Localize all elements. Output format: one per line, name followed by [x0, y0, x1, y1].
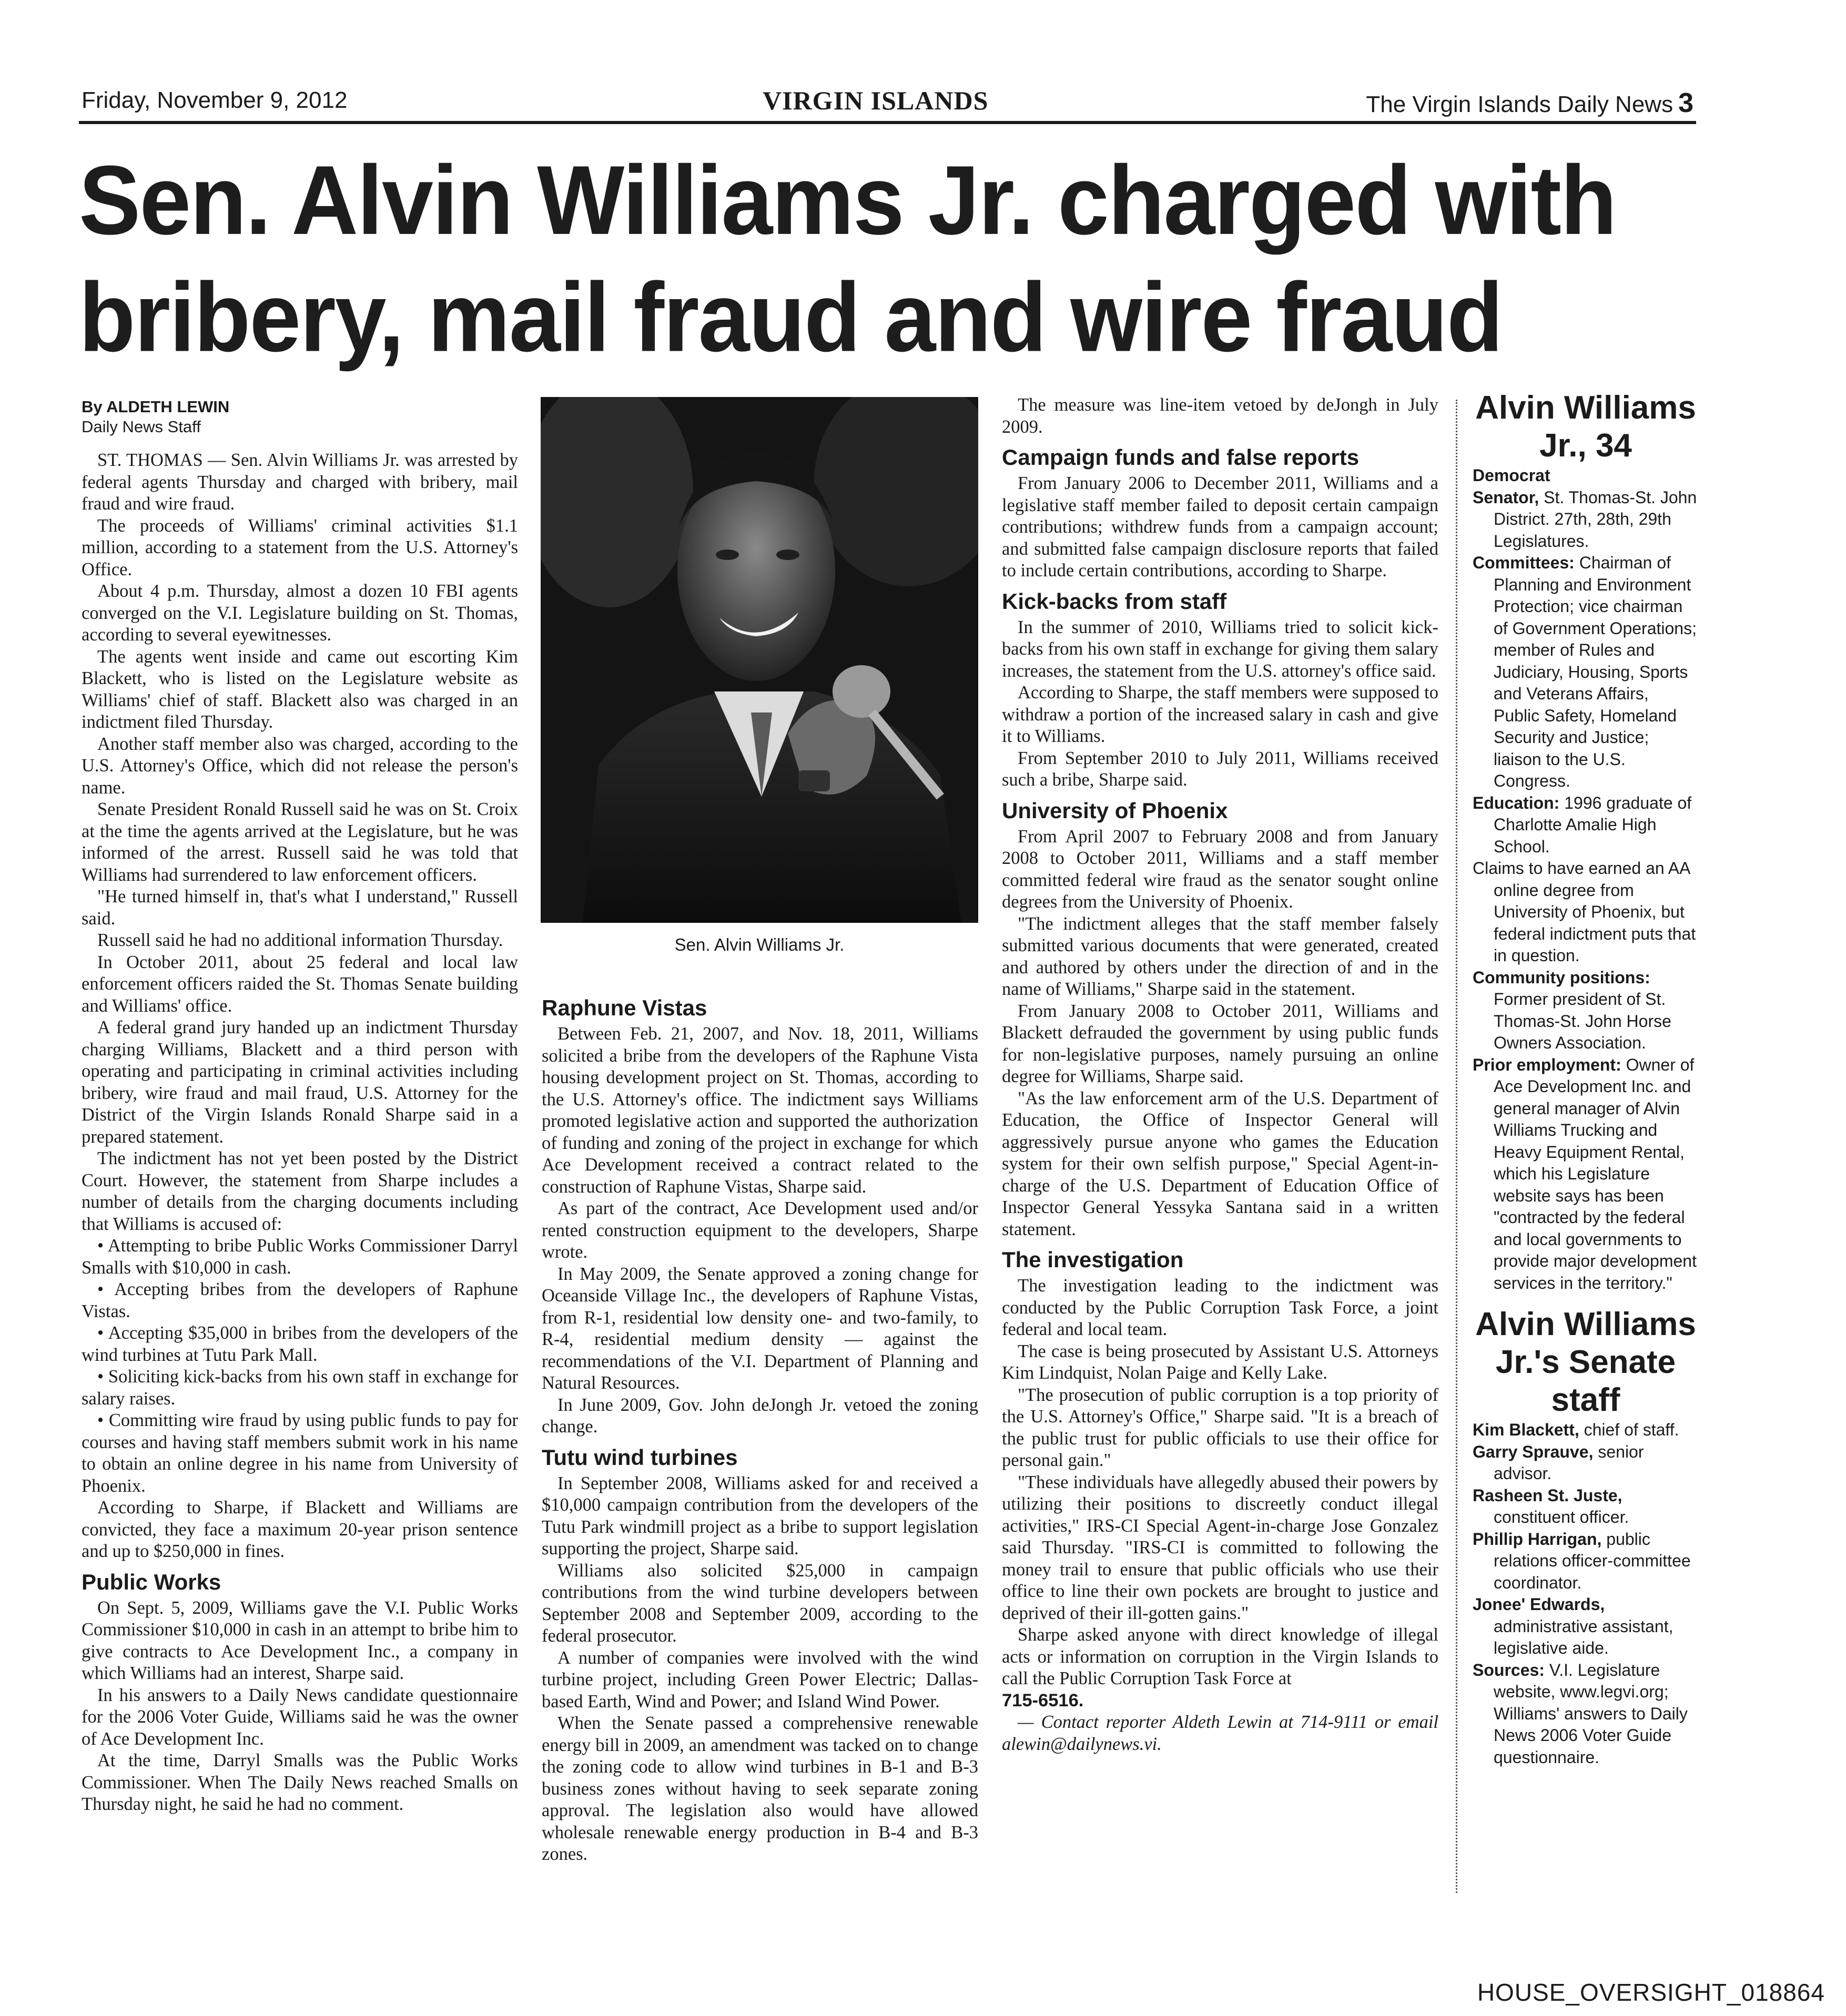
- paragraph: On Sept. 5, 2009, Williams gave the V.I. Public Works Commissioner $10,000 in cash in an attempt to bribe him to give contracts to Ace Development Inc., a company in which Williams had an interest, Sharpe said.: [82, 1597, 518, 1683]
- byline: [82, 397, 518, 437]
- section-heading: University of Phoenix: [1002, 798, 1228, 823]
- paragraph: According to Sharpe, if Blackett and Williams are convicted, they face a maximum 20-year prison sentence and up to $250,000 in fines.: [82, 1498, 518, 1561]
- entry-text: senior advisor.: [1494, 1442, 1644, 1483]
- entry-text: Claims to have earned an AA online degree from University of Phoenix, but federal indictment puts that in question.: [1473, 859, 1696, 965]
- paragraph: Senate President Ronald Russell said he was on St. Croix at the time the agents arrived at the Legislature, but he was informed of the arrest. Russell said he was told that Williams had surrendered to law enforcement officers.: [82, 799, 518, 885]
- paragraph: Another staff member also was charged, according to the U.S. Attorney's Office, which did not release the person's name.: [82, 734, 518, 798]
- section-heading: Campaign funds and false reports: [1002, 445, 1360, 470]
- entry-label: Education:: [1473, 793, 1560, 812]
- charge-bullet: • Committing wire fraud by using public funds to pay for courses and having staff members submit work in his name to obtain an online degree in his name from University of Phoenix.: [82, 1410, 518, 1496]
- paragraph: "He turned himself in, that's what I understand," Russell said.: [82, 887, 518, 929]
- paragraph: "The prosecution of public corruption is a top priority of the U.S. Attorney's Office," Sharpe said. "It is a breach of the public trust for public officials to use their office for personal gain.": [1002, 1384, 1438, 1470]
- senator-photo: [541, 397, 978, 923]
- paragraph: "These individuals have allegedly abused their powers by utilizing their positions to discreetly conduct illegal activities," IRS-CI Special Agent-in-charge Jose Gonzalez said Thursday. "IRS-CI is committed to following the money trail to ensure that public officials who use their office to line their own pockets are brought to justice and deprived of their ill-gotten gains.": [1002, 1472, 1438, 1623]
- party-label: Democrat: [1473, 466, 1550, 485]
- byline-role: Daily News Staff: [82, 418, 201, 436]
- article-column-2: [542, 989, 978, 1866]
- section-heading: Raphune Vistas: [542, 995, 707, 1020]
- section-heading: Public Works: [82, 1569, 221, 1594]
- header-divider: [79, 121, 1696, 124]
- paragraph: "As the law enforcement arm of the U.S. Department of Education, the Office of Inspector General will aggressively pursue anyone who games the Education system for their own selfish purpose," Special Agent-in-charge of the U.S. Department of Education Office of Inspector General Yessyka Santana said in a written statement.: [1002, 1088, 1438, 1239]
- entry-label: Rasheen St. Juste,: [1473, 1485, 1622, 1505]
- byline-author: By ALDETH LEWIN: [82, 398, 230, 416]
- entry-text: Owner of Ace Development Inc. and general manager of Alvin Williams Trucking and Heavy Equipment Rental, which his Legislature website says has been "contracted by the federal and local governments to provide major development services in the territory.": [1494, 1055, 1697, 1292]
- paragraph: A federal grand jury handed up an indictment Thursday charging Williams, Blackett and a third person with operating and participating in criminal activities including bribery, wire fraud and mail fraud, U.S. Attorney for the District of the Virgin Islands Ronald Sharpe said in a prepared statement.: [82, 1017, 518, 1147]
- headline: Sen. Alvin Williams Jr. charged with bribery, mail fraud and wire fraud: [79, 146, 1616, 372]
- paragraph: From September 2010 to July 2011, Williams received such a bribe, Sharpe said.: [1002, 748, 1438, 790]
- paragraph: From January 2008 to October 2011, Williams and Blackett defrauded the government by using public funds for non-legislative purposes, namely pursuing an online degree for Williams, Sharpe said.: [1002, 1001, 1438, 1086]
- staff-entry: [1473, 1485, 1699, 1529]
- paragraph: In his answers to a Daily News candidate questionnaire for the 2006 Voter Guide, Williams said he was the owner of Ace Development Inc.: [82, 1685, 518, 1749]
- paragraph: "The indictment alleges that the staff member falsely submitted various documents that were generated, created and authored by others under the direction of and in the name of Williams," Sharpe said in the statement.: [1002, 913, 1438, 999]
- entry-label: Senator,: [1473, 487, 1539, 507]
- paragraph: Between Feb. 21, 2007, and Nov. 18, 2011, Williams solicited a bribe from the developers of the Raphune Vista housing development project on St. Thomas, according to the U.S. Attorney's office. The indictment says Williams promoted legislative action and supported the authorization of funding and zoning of the project in exchange for which Ace Development received a contract related to the construction of Raphune Vistas, Sharpe said.: [542, 1024, 978, 1197]
- profile-entry: [1473, 1054, 1699, 1295]
- paragraph: The indictment has not yet been posted by the District Court. However, the statement from Sharpe includes a number of details from the charging documents including that Williams is accused of:: [82, 1148, 518, 1234]
- document-id-stamp: HOUSE_OVERSIGHT_018864: [1477, 1979, 1825, 2006]
- paragraph: ST. THOMAS — Sen. Alvin Williams Jr. was arrested by federal agents Thursday and charged with bribery, mail fraud and wire fraud.: [82, 450, 518, 514]
- charge-bullet: • Accepting $35,000 in bribes from the developers of the wind turbines at Tutu Park Mall.: [82, 1323, 518, 1365]
- profile-entry: [1473, 858, 1699, 967]
- sidebar-divider: [1456, 400, 1457, 1893]
- profile-sidebar: [1473, 389, 1699, 1768]
- entry-label: Community positions:: [1473, 968, 1650, 987]
- paragraph: Sharpe asked anyone with direct knowledge of illegal acts or information on corruption in the Virgin Islands to call the Public Corruption Task Force at: [1002, 1625, 1438, 1688]
- paragraph: From January 2006 to December 2011, Williams and a legislative staff member failed to deposit certain campaign contributions; withdrew funds from a campaign account; and submitted false campaign disclosure reports that failed to include certain contributions, according to Sharpe.: [1002, 473, 1438, 581]
- charge-bullet: • Accepting bribes from the developers of Raphune Vistas.: [82, 1279, 518, 1321]
- entry-text: chief of staff.: [1579, 1420, 1679, 1439]
- paragraph: In October 2011, about 25 federal and local law enforcement officers raided the St. Thomas Senate building and Williams' office.: [82, 952, 518, 1016]
- charge-bullet: • Attempting to bribe Public Works Commissioner Darryl Smalls with $10,000 in cash.: [82, 1236, 518, 1278]
- paragraph: According to Sharpe, the staff members were supposed to withdraw a portion of the increased salary in cash and give it to Williams.: [1002, 683, 1438, 746]
- entry-label: Committees:: [1473, 553, 1575, 572]
- paragraph: From April 2007 to February 2008 and from January 2008 to October 2011, Williams and a staff member committed federal wire fraud as the senator sought online degrees from the University of Phoenix.: [1002, 826, 1438, 912]
- paragraph: A number of companies were involved with the wind turbine project, including Green Power Electric; Dallas-based Earth, Wind and Power; and Island Wind Power.: [542, 1647, 978, 1712]
- charge-bullet: • Soliciting kick-backs from his own staff in exchange for salary raises.: [82, 1367, 518, 1409]
- profile-title: Alvin Williams Jr., 34: [1475, 390, 1696, 464]
- entry-label: Prior employment:: [1473, 1055, 1621, 1074]
- entry-text: St. Thomas-St. John District. 27th, 28th, 29th Legislatures.: [1494, 487, 1697, 551]
- entry-text: administrative assistant, legislative aide.: [1494, 1616, 1673, 1657]
- paragraph: The measure was line-item vetoed by deJongh in July 2009.: [1002, 395, 1438, 437]
- entry-text: Former president of St. Thomas-St. John Horse Owners Association.: [1494, 990, 1671, 1052]
- paragraph: Russell said he had no additional information Thursday.: [97, 930, 503, 950]
- staff-entry: [1473, 1529, 1699, 1594]
- staff-entry: [1473, 1419, 1699, 1441]
- reporter-contact: — Contact reporter Aldeth Lewin at 714-9111 or email alewin@dailynews.vi.: [1002, 1712, 1438, 1754]
- entry-text: 1996 graduate of Charlotte Amalie High School.: [1494, 793, 1692, 856]
- paragraph: In September 2008, Williams asked for and received a $10,000 campaign contribution from the developers of the Tutu Park windmill project as a bribe to support legislation supporting the project, Sharpe said.: [542, 1473, 978, 1559]
- staff-entry: [1473, 1441, 1699, 1485]
- paragraph: In the summer of 2010, Williams tried to solicit kick-backs from his own staff in exchange for giving them salary increases, the statement from the U.S. attorney's office said.: [1002, 617, 1438, 681]
- photo-caption: Sen. Alvin Williams Jr.: [674, 935, 845, 954]
- phone-number: 715-6516.: [1002, 1690, 1084, 1710]
- section-name: VIRGIN ISLANDS: [763, 86, 989, 115]
- profile-entry: [1473, 552, 1699, 792]
- paragraph: In May 2009, the Senate approved a zoning change for Oceanside Village Inc., the developers of Raphune Vistas, from R-1, residential low density one- and two-family, to R-4, residential medium density — against the recommendations of the V.I. Department of Planning and Natural Resources.: [542, 1264, 978, 1393]
- section-heading: Kick-backs from staff: [1002, 588, 1227, 614]
- paragraph: The case is being prosecuted by Assistant U.S. Attorneys Kim Lindquist, Nolan Paige and Kelly Lake.: [1002, 1341, 1438, 1383]
- staff-title: Alvin Williams Jr.'s Senate staff: [1475, 1306, 1696, 1418]
- entry-label: Jonee' Edwards,: [1473, 1595, 1605, 1614]
- profile-entry: [1473, 967, 1699, 1054]
- portrait-illustration: [541, 397, 978, 923]
- paragraph: When the Senate passed a comprehensive renewable energy bill in 2009, an amendment was tacked on to change the zoning code to allow wind turbines in B-1 and B-3 business zones without having to seek separate zoning approval. The legislation also would have allowed wholesale renewable energy production in B-4 and B-3 zones.: [542, 1713, 978, 1864]
- paragraph: The investigation leading to the indictment was conducted by the Public Corruption Task Force, a joint federal and local team.: [1002, 1276, 1438, 1339]
- paper-title: The Virgin Islands Daily News: [1366, 91, 1673, 117]
- section-heading: Tutu wind turbines: [542, 1444, 738, 1470]
- issue-date: Friday, November 9, 2012: [82, 87, 348, 113]
- article-column-1: [82, 397, 518, 1816]
- paragraph: Williams also solicited $25,000 in campaign contributions from the wind turbine developers between September 2008 and September 2009, according to the federal prosecutor.: [542, 1560, 978, 1646]
- section-heading: The investigation: [1002, 1247, 1184, 1272]
- entry-label: Kim Blackett,: [1473, 1420, 1579, 1439]
- paragraph: The proceeds of Williams' criminal activities $1.1 million, according to a statement from the U.S. Attorney's Office.: [82, 515, 518, 579]
- sources-entry: [1473, 1659, 1699, 1769]
- entry-text: Chairman of Planning and Environment Protection; vice chairman of Government Operations; member of Rules and Judiciary, Housing, Sports and Veterans Affairs, Public Safety, Homeland Security and Justice; liaison to the U.S. Congress.: [1494, 553, 1697, 790]
- paragraph: As part of the contract, Ace Development used and/or rented construction equipment to the developers, Sharpe wrote.: [542, 1198, 978, 1262]
- profile-entry: [1473, 792, 1699, 858]
- staff-entry: [1473, 1594, 1699, 1659]
- paper-name: [1366, 87, 1693, 119]
- profile-entry: [1473, 487, 1699, 553]
- paragraph: At the time, Darryl Smalls was the Public Works Commissioner. When The Daily News reached Smalls on Thursday night, he said he had no comment.: [82, 1750, 518, 1814]
- entry-text: constituent officer.: [1494, 1508, 1629, 1526]
- paragraph: About 4 p.m. Thursday, almost a dozen 10 FBI agents converged on the V.I. Legislature building on St. Thomas, according to several eyewitnesses.: [82, 581, 518, 645]
- paragraph: In June 2009, Gov. John deJongh Jr. vetoed the zoning change.: [542, 1394, 978, 1437]
- entry-label: Sources:: [1473, 1660, 1545, 1679]
- article-column-3: [1002, 394, 1438, 1755]
- entry-text: public relations officer-committee coordinator.: [1494, 1529, 1691, 1592]
- entry-text: V.I. Legislature website, www.legvi.org; Williams' answers to Daily News 2006 Voter Guide questionnaire.: [1494, 1660, 1688, 1767]
- page-number: 3: [1678, 88, 1693, 118]
- entry-label: Phillip Harrigan,: [1473, 1529, 1602, 1549]
- entry-label: Garry Sprauve,: [1473, 1442, 1594, 1461]
- paragraph: The agents went inside and came out escorting Kim Blackett, who is listed on the Legislature website as Williams' chief of staff. Blackett also was charged in an indictment filed Thursday.: [82, 646, 518, 732]
